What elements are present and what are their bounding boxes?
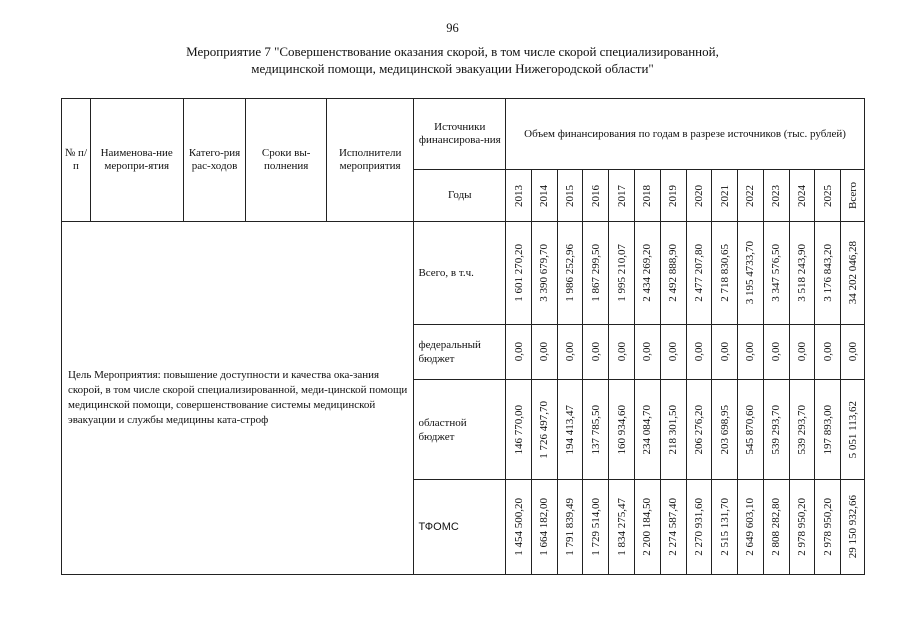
source-label: ТФОМС	[414, 480, 506, 575]
year-header-label: Всего	[846, 182, 859, 209]
header-num: № п/п	[62, 99, 91, 222]
header-sources: Источники финансирова-ния	[414, 99, 506, 170]
value-cell	[583, 222, 609, 325]
value-cell	[583, 380, 609, 480]
value-text: 0,00	[564, 342, 577, 362]
header-volume: Объем финансирования по годам в разрезе источников (тыс. рублей)	[506, 99, 865, 170]
value-cell	[660, 222, 686, 325]
value-text: 0,00	[692, 342, 705, 362]
value-cell	[634, 380, 660, 480]
value-text: 0,00	[795, 342, 808, 362]
year-header-cell	[789, 170, 815, 222]
value-wrap	[506, 244, 531, 302]
value-text: 539 293,70	[795, 404, 808, 455]
value-wrap	[764, 498, 789, 556]
value-text: 234 084,70	[641, 404, 654, 455]
value-wrap	[506, 342, 531, 361]
value-wrap	[661, 244, 686, 302]
value-cell	[763, 325, 789, 380]
value-cell	[686, 480, 712, 575]
value-cell	[712, 222, 738, 325]
value-wrap	[712, 405, 737, 455]
value-text: 206 276,20	[692, 404, 705, 455]
header-row-1	[62, 99, 865, 170]
value-wrap	[790, 498, 815, 556]
value-wrap	[738, 405, 763, 455]
value-text: 1 986 252,96	[564, 244, 577, 302]
value-wrap	[506, 498, 531, 556]
value-wrap	[661, 342, 686, 361]
value-wrap	[532, 342, 557, 361]
value-text: 1 664 182,00	[538, 498, 551, 556]
value-wrap	[790, 244, 815, 302]
year-header-wrap	[506, 185, 531, 207]
value-text: 0,00	[538, 342, 551, 362]
value-text: 0,00	[846, 342, 859, 362]
value-text: 5 051 113,62	[846, 400, 859, 459]
year-header-label: 2024	[795, 184, 808, 207]
value-wrap	[532, 244, 557, 302]
source-label: федеральный бюджет	[414, 325, 506, 380]
source-label: Всего, в т.ч.	[414, 222, 506, 325]
value-cell	[789, 325, 815, 380]
year-header-label: 2019	[667, 184, 680, 207]
year-header-wrap	[635, 185, 660, 207]
page-number: 96	[446, 21, 459, 35]
value-text: 1 729 514,00	[589, 498, 602, 556]
value-cell	[506, 325, 532, 380]
value-text: 539 293,70	[770, 404, 783, 455]
value-cell	[738, 380, 764, 480]
value-wrap	[558, 244, 583, 302]
year-header-wrap	[738, 185, 763, 207]
value-text: 1 995 210,07	[615, 244, 628, 302]
value-wrap	[661, 405, 686, 455]
value-cell	[789, 480, 815, 575]
year-header-cell	[738, 170, 764, 222]
value-cell	[763, 380, 789, 480]
header-name: Наименова-ние меропри-ятия	[90, 99, 183, 222]
year-header-wrap	[609, 185, 634, 207]
year-header-label: 2017	[615, 184, 628, 207]
value-cell	[686, 222, 712, 325]
value-wrap	[558, 405, 583, 455]
title-line-2: медицинской помощи, медицинской эвакуации Нижегородской области"	[251, 60, 654, 76]
value-cell	[506, 222, 532, 325]
value-wrap	[609, 405, 634, 455]
value-text: 0,00	[821, 342, 834, 362]
value-wrap	[712, 244, 737, 302]
value-text: 29 150 932,66	[846, 495, 859, 559]
year-header-label: 2014	[538, 184, 551, 207]
value-wrap	[532, 498, 557, 556]
year-header-cell	[583, 170, 609, 222]
value-cell	[763, 480, 789, 575]
value-wrap	[815, 498, 840, 556]
year-header-label: 2022	[744, 184, 757, 207]
financing-table	[61, 98, 865, 575]
value-wrap	[841, 495, 864, 558]
value-text: 194 413,47	[564, 404, 577, 455]
value-cell	[789, 380, 815, 480]
value-text: 146 770,00	[512, 404, 525, 455]
value-cell	[557, 480, 583, 575]
year-header-label: 2015	[564, 184, 577, 207]
value-text: 2 434 269,20	[641, 244, 654, 302]
value-cell	[531, 480, 557, 575]
value-wrap	[687, 244, 712, 302]
title-line-1: Мероприятие 7 "Совершенствование оказания скорой, в том числе скорой специализированной,	[186, 44, 719, 59]
value-text: 545 870,60	[744, 404, 757, 455]
value-cell	[557, 222, 583, 325]
year-header-cell	[634, 170, 660, 222]
value-wrap	[583, 405, 608, 455]
value-cell	[815, 325, 841, 380]
year-header-cell	[557, 170, 583, 222]
value-text: 0,00	[615, 342, 628, 362]
value-wrap	[558, 342, 583, 361]
value-cell	[789, 222, 815, 325]
year-header-wrap	[583, 185, 608, 207]
value-cell	[660, 325, 686, 380]
value-cell	[841, 480, 865, 575]
value-cell	[686, 380, 712, 480]
value-wrap	[583, 498, 608, 556]
value-wrap	[558, 498, 583, 556]
header-years-label: Годы	[414, 170, 506, 222]
value-text: 3 347 576,50	[770, 244, 783, 302]
value-cell	[660, 380, 686, 480]
year-header-wrap	[661, 185, 686, 207]
year-header-cell	[531, 170, 557, 222]
year-header-cell	[506, 170, 532, 222]
value-text: 0,00	[744, 342, 757, 362]
year-header-cell	[686, 170, 712, 222]
value-wrap	[635, 244, 660, 302]
value-wrap	[609, 498, 634, 556]
value-wrap	[764, 405, 789, 455]
value-text: 2 978 950,20	[795, 498, 808, 556]
value-cell	[609, 325, 635, 380]
value-cell	[841, 222, 865, 325]
value-cell	[634, 222, 660, 325]
value-wrap	[635, 405, 660, 455]
value-cell	[841, 380, 865, 480]
year-header-cell	[815, 170, 841, 222]
year-header-wrap	[687, 185, 712, 207]
value-wrap	[738, 498, 763, 556]
value-text: 2 808 282,80	[770, 498, 783, 556]
value-text: 0,00	[718, 342, 731, 362]
value-text: 1 834 275,47	[615, 498, 628, 556]
year-header-label: 2020	[692, 184, 705, 207]
value-wrap	[738, 342, 763, 361]
value-cell	[557, 380, 583, 480]
value-cell	[738, 480, 764, 575]
value-text: 2 270 931,60	[692, 498, 705, 556]
value-cell	[815, 480, 841, 575]
value-text: 34 202 046,28	[846, 241, 859, 305]
value-text: 1 601 270,20	[512, 244, 525, 302]
year-header-label: 2025	[821, 184, 834, 207]
value-cell	[609, 480, 635, 575]
value-text: 2 978 950,20	[821, 498, 834, 556]
value-cell	[609, 380, 635, 480]
year-header-wrap	[558, 185, 583, 207]
year-header-wrap	[712, 185, 737, 207]
value-wrap	[815, 342, 840, 361]
value-text: 1 867 299,50	[589, 244, 602, 302]
value-text: 0,00	[641, 342, 654, 362]
value-wrap	[764, 342, 789, 361]
value-wrap	[815, 405, 840, 455]
header-executors: Исполнители мероприятия	[326, 99, 414, 222]
year-header-label: 2013	[512, 184, 525, 207]
year-header-wrap	[790, 185, 815, 207]
page-title	[60, 44, 845, 77]
value-cell	[506, 480, 532, 575]
value-cell	[738, 222, 764, 325]
year-header-cell	[763, 170, 789, 222]
value-cell	[609, 222, 635, 325]
value-text: 218 301,50	[667, 404, 680, 455]
value-text: 0,00	[770, 342, 783, 362]
value-wrap	[712, 498, 737, 556]
value-wrap	[712, 342, 737, 361]
value-wrap	[841, 401, 864, 458]
goal-text: Цель Мероприятия: повышение доступности и качества ока-зания скорой, в том числе скорой специализированной, меди-цинской помощи медицинской помощи, совершенствование системы медицинской эвакуации и службы медицины ката-строф	[62, 222, 414, 575]
value-text: 2 649 603,10	[744, 498, 757, 556]
value-cell	[557, 325, 583, 380]
value-text: 3 176 843,20	[821, 244, 834, 302]
value-text: 160 934,60	[615, 404, 628, 455]
value-cell	[763, 222, 789, 325]
value-wrap	[506, 405, 531, 455]
value-wrap	[687, 342, 712, 361]
value-wrap	[583, 342, 608, 361]
value-text: 137 785,50	[589, 404, 602, 455]
value-cell	[738, 325, 764, 380]
value-text: 0,00	[589, 342, 602, 362]
value-wrap	[841, 241, 864, 304]
value-cell	[583, 480, 609, 575]
year-header-wrap	[764, 185, 789, 207]
value-cell	[634, 325, 660, 380]
value-cell	[531, 325, 557, 380]
value-cell	[841, 325, 865, 380]
value-text: 3 518 243,90	[795, 244, 808, 302]
value-wrap	[609, 244, 634, 302]
value-cell	[531, 222, 557, 325]
value-wrap	[687, 498, 712, 556]
value-text: 0,00	[512, 342, 525, 362]
value-cell	[815, 222, 841, 325]
value-wrap	[687, 405, 712, 455]
year-header-cell	[712, 170, 738, 222]
value-wrap	[661, 498, 686, 556]
value-text: 1 726 497,70	[538, 400, 551, 459]
value-text: 197 893,00	[821, 404, 834, 455]
value-text: 0,00	[667, 342, 680, 362]
value-text: 2 274 587,40	[667, 498, 680, 556]
value-cell	[506, 380, 532, 480]
year-header-label: 2016	[589, 184, 602, 207]
value-wrap	[609, 342, 634, 361]
value-text: 2 515 131,70	[718, 498, 731, 556]
value-cell	[686, 325, 712, 380]
year-header-label: 2023	[770, 184, 783, 207]
source-label: областной бюджет	[414, 380, 506, 480]
value-wrap	[738, 241, 763, 304]
value-text: 2 477 207,80	[692, 244, 705, 302]
value-text: 1 791 839,49	[564, 498, 577, 556]
year-header-label: 2021	[718, 184, 731, 207]
value-cell	[712, 325, 738, 380]
year-header-cell	[660, 170, 686, 222]
value-cell	[531, 380, 557, 480]
value-cell	[815, 380, 841, 480]
value-wrap	[532, 401, 557, 459]
header-terms: Сроки вы-полнения	[246, 99, 326, 222]
value-text: 3 195 4733,70	[744, 241, 757, 305]
value-cell	[712, 480, 738, 575]
value-text: 3 390 679,70	[538, 244, 551, 302]
value-wrap	[841, 342, 864, 361]
value-wrap	[790, 342, 815, 361]
value-wrap	[583, 244, 608, 302]
header-category: Катего-рия рас-ходов	[183, 99, 246, 222]
table-row	[62, 222, 865, 325]
value-text: 2 492 888,90	[667, 244, 680, 302]
value-cell	[583, 325, 609, 380]
year-header-cell	[841, 170, 865, 222]
value-text: 2 200 184,50	[641, 498, 654, 556]
year-header-wrap	[532, 185, 557, 207]
value-wrap	[790, 405, 815, 455]
year-header-label: 2018	[641, 184, 654, 207]
value-text: 1 454 500,20	[512, 498, 525, 556]
value-wrap	[635, 342, 660, 361]
value-cell	[634, 480, 660, 575]
value-text: 203 698,95	[718, 404, 731, 455]
value-cell	[660, 480, 686, 575]
value-text: 2 718 830,65	[718, 244, 731, 302]
value-wrap	[815, 244, 840, 302]
value-cell	[712, 380, 738, 480]
year-header-wrap	[841, 182, 864, 209]
value-wrap	[635, 498, 660, 556]
value-wrap	[764, 244, 789, 302]
year-header-wrap	[815, 185, 840, 207]
year-header-cell	[609, 170, 635, 222]
